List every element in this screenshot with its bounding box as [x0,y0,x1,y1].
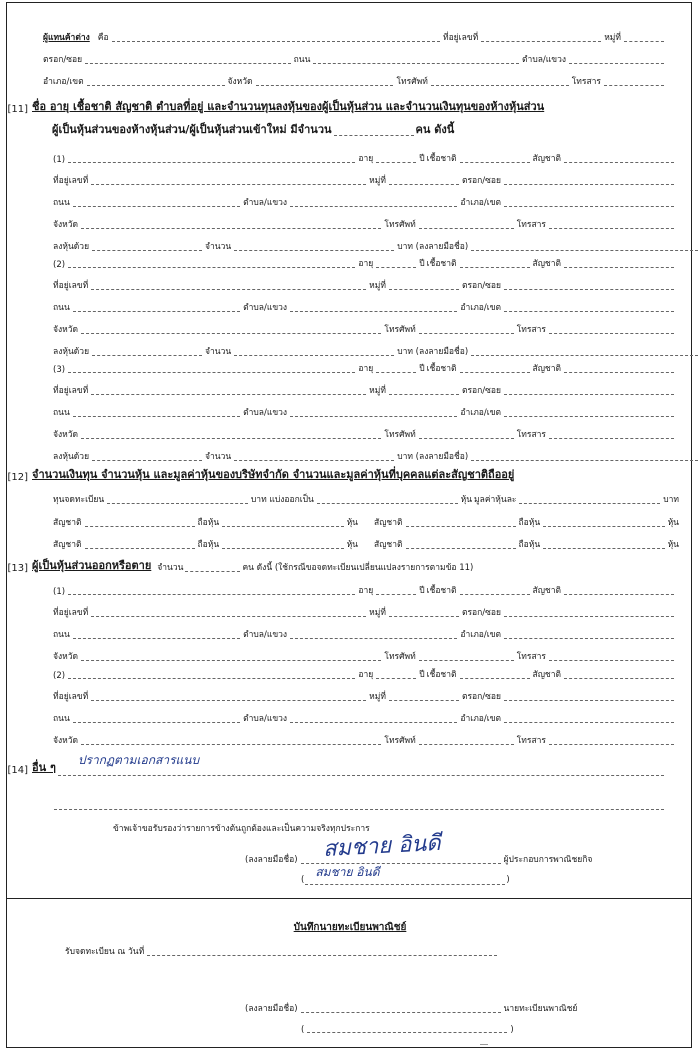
sign-label: (ลงลายมือชื่อ) [245,855,298,865]
s11-p2-row [0,274,700,292]
nat-label: สัญชาติ [53,518,82,528]
sign-role: ผู้ประกอบการพาณิชยกิจ [503,855,593,865]
s13-count-label: จำนวน [157,563,184,573]
s13-p1-row [0,579,700,597]
capital-label: ทุนจดทะเบียน [53,495,105,505]
registrar-sign-label: (ลงลายมือชื่อ) [245,1004,298,1014]
s11-p2-row [0,318,700,336]
paren-close: ) [506,875,510,885]
s13-p2-index: (2) [53,671,66,681]
s13-p2-age-label: อายุ [358,670,374,680]
s13-p1-road-label: ถนน [53,630,70,640]
s13-number: [13] [7,563,28,574]
s13-p2-row [0,729,700,747]
s11-p2-fax-label: โทรสาร [516,325,546,335]
s13-p2-subdistrict-label: ตำบล/แขวง [243,714,288,724]
s11-p1-road-field[interactable] [73,206,240,207]
s13-p1-fax-field[interactable] [549,660,674,661]
s11-p1-nationality-field[interactable] [564,162,674,163]
s11-p2-alley-field[interactable] [504,289,674,290]
signature [305,828,510,866]
value-label: มูลค่าหุ้นละ [474,495,517,505]
registrar-divider [6,898,692,899]
rep-name-field[interactable] [112,41,440,42]
s13-p1-road-field[interactable] [73,638,240,639]
s11-p1-years-label: ปี [419,154,425,164]
registrar-name-row [0,1017,700,1035]
rep-moo-label: หมู่ที่ [604,33,621,43]
s13-p1-fax-label: โทรสาร [516,652,546,662]
s13-p2-district-label: อำเภอ/เขต [460,714,502,724]
s12-number: [12] [7,472,28,483]
s11-p2-amount-label: จำนวน [205,347,232,357]
s11-p3-phone-label: โทรศัพท์ [384,430,416,440]
received-date-field[interactable] [147,955,497,956]
s11-p2-province-field[interactable] [81,333,381,334]
rep-row-3 [0,70,700,88]
s11-p3-years-label: ปี [419,364,425,374]
s13-p2-race-field[interactable] [460,678,530,679]
s11-p1-row [0,147,700,165]
s13-p2-moo-label: หมู่ที่ [369,692,386,702]
s11-p3-sign-field[interactable] [471,460,698,461]
s11-p2-district-label: อำเภอ/เขต [460,303,502,313]
s11-count-label: ผู้เป็นหุ้นส่วนของห้างหุ้นส่วน/ผู้เป็นหุ้นส่วนเข้าใหม่ มีจำนวน [52,123,332,136]
s11-p3-address-field[interactable] [91,394,366,395]
s13-p2-phone-label: โทรศัพท์ [384,736,416,746]
s11-p2-race-label: เชื้อชาติ [426,259,457,269]
s11-p2-road-field[interactable] [73,311,240,312]
s14-field[interactable] [58,775,664,776]
rep-phone-label: โทรศัพท์ [396,77,428,87]
s11-p3-amount-label: จำนวน [205,452,232,462]
s11-p1-road-label: ถนน [53,198,70,208]
s13-p2-row [0,685,700,703]
s13-p2-nationality-field[interactable] [564,678,674,679]
s13-p1-address-field[interactable] [91,616,366,617]
s11-p2-phone-field[interactable] [419,333,514,334]
rep-fax-label: โทรสาร [571,77,601,87]
s11-p2-row [0,340,700,358]
rep-province-label: จังหวัด [227,77,253,87]
s13-p1-alley-label: ตรอก/ซอย [461,608,501,618]
s11-p1-address-label: ที่อยู่เลขที่ [53,176,89,186]
printed-name: สมชาย อินดี [315,865,380,879]
s11-count-field[interactable] [334,135,414,136]
s11-p1-alley-label: ตรอก/ซอย [461,176,501,186]
registrar-name-field[interactable] [307,1032,507,1033]
s11-p2-invest-label: ลงหุ้นด้วย [53,347,90,357]
s13-p1-moo-label: หมู่ที่ [369,608,386,618]
s11-p1-address-field[interactable] [91,184,366,185]
s11-p1-amount-field[interactable] [234,250,394,251]
s14-line-2 [0,794,700,812]
s13-p2-moo-field[interactable] [389,700,459,701]
s11-p2-amount-field[interactable] [234,355,394,356]
s11-p3-row [0,379,700,397]
s13-p1-alley-field[interactable] [504,616,674,617]
s11-p3-moo-field[interactable] [389,394,459,395]
rep-road-field[interactable] [313,63,519,64]
s13-p2-province-label: จังหวัด [53,736,79,746]
s11-p2-invest-field[interactable] [92,355,202,356]
s13-p1-row [0,623,700,641]
s11-p2-index: (2) [53,260,66,270]
s13-p1-name-field[interactable] [68,594,355,595]
rep-address-label: ที่อยู่เลขที่ [442,33,479,43]
hold-field[interactable] [222,526,343,527]
s11-p1-phone-label: โทรศัพท์ [384,220,416,230]
hold-label: ถือหุ้น [197,540,220,550]
s11-p1-invest-label: ลงหุ้นด้วย [53,242,90,252]
s11-p1-province-field[interactable] [81,228,381,229]
signature-handwriting: สมชาย อินดี [322,830,442,863]
s13-p1-row [0,645,700,663]
received-row [0,940,700,958]
rep-subdistrict-label: ตำบล/แขวง [522,55,567,65]
nat-field-2[interactable] [406,526,516,527]
s11-p1-invest-field[interactable] [92,250,202,251]
s11-p3-invest-label: ลงหุ้นด้วย [53,452,90,462]
s13-p2-alley-label: ตรอก/ซอย [461,692,501,702]
s11-p1-row [0,213,700,231]
baht-label: บาท [663,495,679,505]
s11-number: [11] [7,104,28,115]
rep-district-field[interactable] [87,85,225,86]
s11-p3-road-field[interactable] [73,416,240,417]
nat-label-2: สัญชาติ [374,518,403,528]
s11-p3-province-label: จังหวัด [53,430,79,440]
s13-p1-nationality-label: สัญชาติ [532,586,561,596]
shares-label: หุ้น [346,518,358,528]
s11-p2-age-label: อายุ [358,259,374,269]
rep-label: ผู้แทนค้าต่าง [43,33,90,43]
registrar-paren-open: ( [301,1025,305,1035]
s13-p1-moo-field[interactable] [389,616,459,617]
s11-p1-alley-field[interactable] [504,184,674,185]
s11-p3-row [0,423,700,441]
s11-p2-subdistrict-label: ตำบล/แขวง [243,303,288,313]
s13-p2-address-label: ที่อยู่เลขที่ [53,692,89,702]
s11-p2-nationality-field[interactable] [564,267,674,268]
s11-p3-phone-field[interactable] [419,438,514,439]
s11-p1-fax-field[interactable] [549,228,674,229]
s13-p2-province-field[interactable] [81,744,381,745]
s11-p3-invest-field[interactable] [92,460,202,461]
registrar-sign-row [0,997,700,1015]
received-label: รับจดทะเบียน ณ วันที่ [65,947,145,957]
s13-p2-road-field[interactable] [73,722,240,723]
s11-p1-moo-label: หมู่ที่ [369,176,386,186]
s11-p3-age-field[interactable] [376,372,416,373]
s11-p1-subdistrict-label: ตำบล/แขวง [243,198,288,208]
printed-name-row [0,867,700,885]
divided-label: บาท แบ่งออกเป็น [250,495,314,505]
s13-note: คน ดังนี้ (ใช้กรณีขอจดทะเบียนเปลี่ยนแปลงรายการตามข้อ 11) [242,563,474,573]
hold-label-2: ถือหุ้น [518,540,541,550]
s11-p1-amount-label: จำนวน [205,242,232,252]
s11-p3-district-field[interactable] [504,416,674,417]
s13-p1-nationality-field[interactable] [564,594,674,595]
shares-count-field[interactable] [317,503,458,504]
s11-p1-row [0,235,700,253]
s11-p1-race-field[interactable] [460,162,530,163]
rep-alley-label: ตรอก/ซอย [43,55,83,65]
s14-title: อื่น ๆ [32,761,56,774]
s13-title: ผู้เป็นหุ้นส่วนออกหรือตาย [32,559,152,572]
s13-p2-race-label: เชื้อชาติ [426,670,457,680]
s13-p2-road-label: ถนน [53,714,70,724]
s14-handwritten: ปรากฏตามเอกสารแนบ [77,753,200,767]
s14-field-2[interactable] [54,809,664,810]
nat-field[interactable] [85,526,195,527]
s11-p2-address-field[interactable] [91,289,366,290]
s11-p1-province-label: จังหวัด [53,220,79,230]
s11-p3-alley-field[interactable] [504,394,674,395]
s13-p2-row [0,707,700,725]
s13-p2-fax-field[interactable] [549,744,674,745]
s11-p1-moo-field[interactable] [389,184,459,185]
shares-label: หุ้น [460,495,473,505]
s11-p2-address-label: ที่อยู่เลขที่ [53,281,89,291]
s11-p3-row [0,445,700,463]
s12-nat-row [0,511,700,529]
hold-label: ถือหุ้น [197,518,220,528]
rep-alley-field[interactable] [85,63,291,64]
s11-p2-road-label: ถนน [53,303,70,313]
s11-p2-fax-field[interactable] [549,333,674,334]
s11-p1-age-label: อายุ [358,154,374,164]
s11-p2-province-label: จังหวัด [53,325,79,335]
registrar-title: บันทึกนายทะเบียนพาณิชย์ [293,922,407,933]
s11-p1-baht-sign-label: บาท (ลงลายมือชื่อ) [397,242,469,252]
s11-p2-row [0,252,700,270]
s11-p2-years-label: ปี [419,259,425,269]
rep-phone-field[interactable] [431,85,569,86]
s13-p1-district-label: อำเภอ/เขต [460,630,502,640]
s11-p3-nationality-field[interactable] [564,372,674,373]
s13-p1-race-label: เชื้อชาติ [426,586,457,596]
s11-p2-age-field[interactable] [376,267,416,268]
s11-p2-moo-field[interactable] [389,289,459,290]
s11-p3-row [0,401,700,419]
s11-p2-district-field[interactable] [504,311,674,312]
s11-p1-sign-field[interactable] [471,250,698,251]
rep-district-label: อำเภอ/เขต [43,77,84,87]
s13-p1-years-label: ปี [419,586,425,596]
certify-text: ข้าพเจ้าขอรับรองว่ารายการข้างต้นถูกต้องและเป็นความจริงทุกประการ [113,824,370,834]
s13-p1-province-label: จังหวัด [53,652,79,662]
registrar-paren-close: ) [510,1025,514,1035]
shares-label: หุ้น [346,540,358,550]
s13-p1-race-field[interactable] [460,594,530,595]
s11-people-label: คน ดังนี้ [415,123,455,136]
s11-p3-name-field[interactable] [68,372,355,373]
s13-p1-subdistrict-field[interactable] [290,638,457,639]
s11-title: ชื่อ อายุ เชื้อชาติ สัญชาติ ตำบลที่อยู่ และจำนวนทุนลงหุ้นของผู้เป็นหุ้นส่วน และจำนวนเงินทุนของห้างหุ้นส่วน [32,100,545,113]
s11-p2-name-field[interactable] [68,267,355,268]
s13-p1-phone-label: โทรศัพท์ [384,652,416,662]
s13-p2-years-label: ปี [419,670,425,680]
s11-p1-row [0,169,700,187]
s11-p3-address-label: ที่อยู่เลขที่ [53,386,89,396]
s13-p2-district-field[interactable] [504,722,674,723]
s11-p3-subdistrict-field[interactable] [290,416,457,417]
s13-heading [0,554,700,574]
hold-field-2[interactable] [543,526,664,527]
nat-label: สัญชาติ [53,540,82,550]
s11-p3-race-field[interactable] [460,372,530,373]
printed-name-field[interactable] [305,884,505,885]
s11-p2-alley-label: ตรอก/ซอย [461,281,501,291]
s13-p2-fax-label: โทรสาร [516,736,546,746]
s11-p3-fax-field[interactable] [549,438,674,439]
s12-nat-row [0,533,700,551]
rep-row-1 [0,26,700,44]
s11-p1-district-label: อำเภอ/เขต [460,198,502,208]
s13-p1-district-field[interactable] [504,638,674,639]
rep-address-field[interactable] [481,41,601,42]
s11-p3-fax-label: โทรสาร [516,430,546,440]
s13-count-field[interactable] [185,571,240,572]
s13-p2-nationality-label: สัญชาติ [532,670,561,680]
share-value-field[interactable] [519,503,660,504]
s11-p3-district-label: อำเภอ/เขต [460,408,502,418]
s11-p1-subdistrict-field[interactable] [290,206,457,207]
s12-capital-row [0,488,700,506]
s11-p3-province-field[interactable] [81,438,381,439]
s11-count-row [0,118,700,138]
s11-p3-index: (3) [53,365,66,375]
registrar-sign-field[interactable] [301,1012,501,1013]
paren-open: ( [301,875,305,885]
s12-title: จำนวนเงินทุน จำนวนหุ้น และมูลค่าหุ้นของบริษัทจำกัด จำนวนและมูลค่าหุ้นที่บุคคลแต่ละสัญชาติถืออยู่ [32,468,515,481]
s13-p1-age-field[interactable] [376,594,416,595]
s13-p1-province-field[interactable] [81,660,381,661]
s13-p1-index: (1) [53,587,66,597]
s11-p2-row [0,296,700,314]
s13-p1-address-label: ที่อยู่เลขที่ [53,608,89,618]
s11-p2-phone-label: โทรศัพท์ [384,325,416,335]
s11-p2-nationality-label: สัญชาติ [532,259,561,269]
s13-p2-subdistrict-field[interactable] [290,722,457,723]
hold-field[interactable] [222,548,343,549]
s11-p3-alley-label: ตรอก/ซอย [461,386,501,396]
s13-p1-subdistrict-label: ตำบล/แขวง [243,630,288,640]
s14-number: [14] [7,765,28,776]
s11-p2-moo-label: หมู่ที่ [369,281,386,291]
s11-p2-baht-sign-label: บาท (ลงลายมือชื่อ) [397,347,469,357]
capital-field[interactable] [107,503,248,504]
s11-p3-race-label: เชื้อชาติ [426,364,457,374]
s11-p1-phone-field[interactable] [419,228,514,229]
rep-moo-field[interactable] [624,41,664,42]
s11-p1-age-field[interactable] [376,162,416,163]
rep-is: คือ [97,33,109,43]
shares-label-2: หุ้น [667,540,679,550]
s13-p2-age-field[interactable] [376,678,416,679]
rep-road-label: ถนน [293,55,311,65]
s11-p3-baht-sign-label: บาท (ลงลายมือชื่อ) [397,452,469,462]
s11-p1-race-label: เชื้อชาติ [426,154,457,164]
s11-p3-age-label: อายุ [358,364,374,374]
s11-p3-amount-field[interactable] [234,460,394,461]
page-mark [480,1044,488,1045]
registrar-role: นายทะเบียนพาณิชย์ [503,1004,578,1014]
s11-p3-moo-label: หมู่ที่ [369,386,386,396]
s11-p3-subdistrict-label: ตำบล/แขวง [243,408,288,418]
s11-p3-road-label: ถนน [53,408,70,418]
rep-fax-field[interactable] [604,85,664,86]
rep-row-2 [0,48,700,66]
s13-p2-row [0,663,700,681]
rep-province-field[interactable] [256,85,394,86]
s11-p2-race-field[interactable] [460,267,530,268]
s11-p2-sign-field[interactable] [471,355,698,356]
nat-field-2[interactable] [406,548,516,549]
s11-p1-district-field[interactable] [504,206,674,207]
s13-p1-age-label: อายุ [358,586,374,596]
s11-p1-name-field[interactable] [68,162,355,163]
s14-row [0,752,700,776]
rep-subdistrict-field[interactable] [569,63,664,64]
s11-p1-index: (1) [53,155,66,165]
s13-p2-phone-field[interactable] [419,744,514,745]
shares-label-2: หุ้น [667,518,679,528]
s13-p1-phone-field[interactable] [419,660,514,661]
nat-label-2: สัญชาติ [374,540,403,550]
s13-p2-alley-field[interactable] [504,700,674,701]
s13-p2-name-field[interactable] [68,678,355,679]
s11-p3-row [0,357,700,375]
s11-p2-subdistrict-field[interactable] [290,311,457,312]
s13-p2-address-field[interactable] [91,700,366,701]
s11-heading [0,95,700,115]
s11-p1-row [0,191,700,209]
hold-label-2: ถือหุ้น [518,518,541,528]
hold-field-2[interactable] [543,548,664,549]
s11-p1-nationality-label: สัญชาติ [532,154,561,164]
s12-heading [0,463,700,483]
s11-p3-nationality-label: สัญชาติ [532,364,561,374]
s13-p1-row [0,601,700,619]
nat-field[interactable] [85,548,195,549]
s11-p1-fax-label: โทรสาร [516,220,546,230]
